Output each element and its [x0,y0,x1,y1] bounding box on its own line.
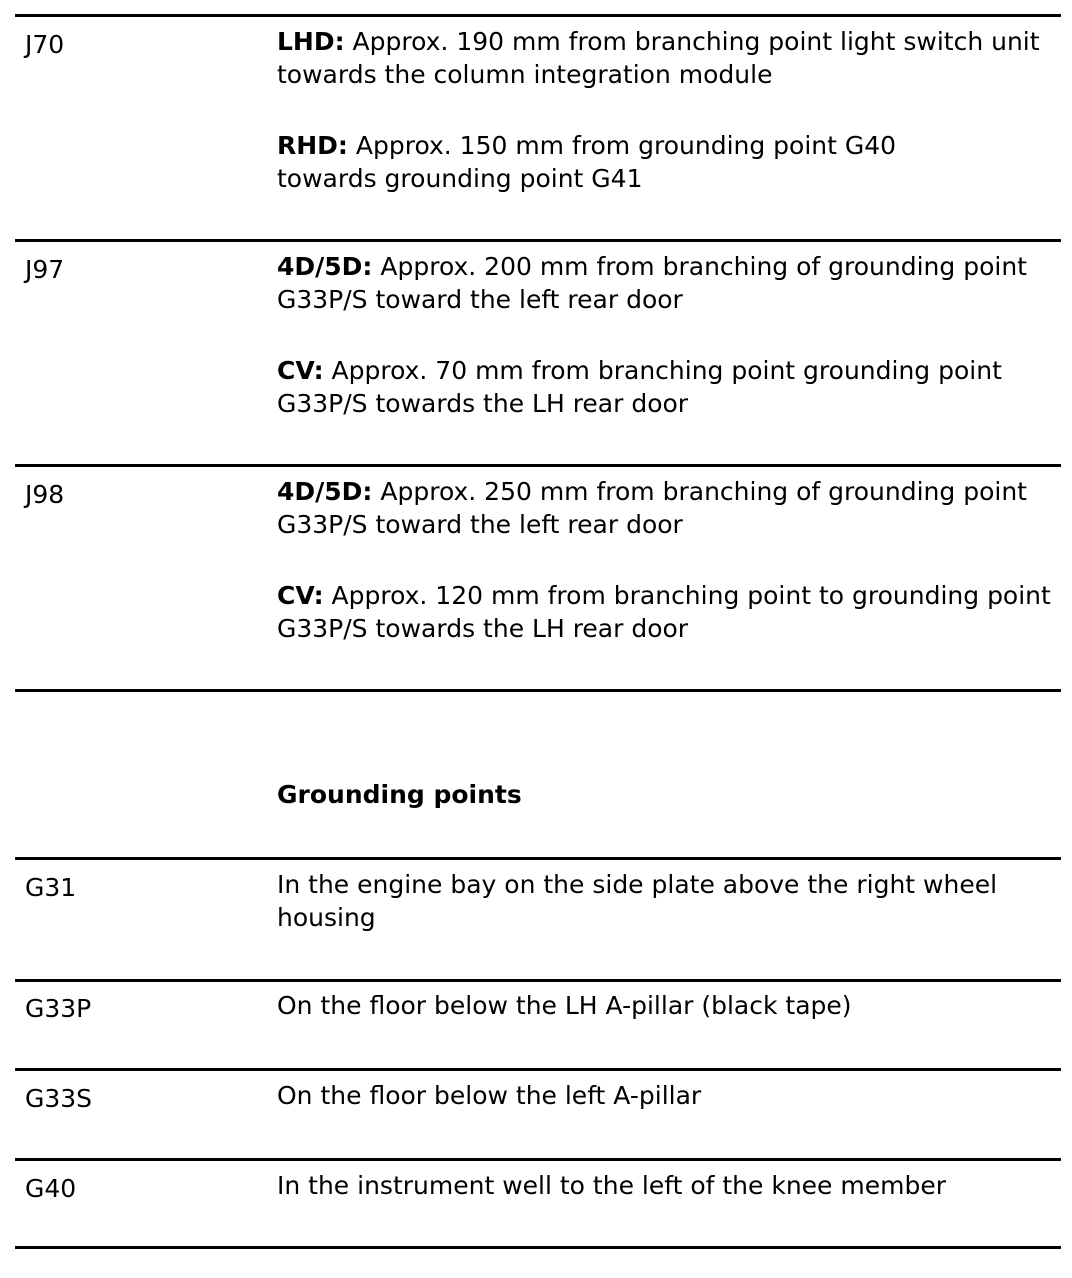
location-note: RHD: Approx. 150 mm from grounding point G40 towards grounding point G41 [277,131,897,193]
grounding-code: G33S [25,1084,93,1113]
variant-tag: 4D/5D: [277,477,373,506]
grounding-description: In the engine bay on the side plate above the right wheel housing [277,870,998,932]
connector-code: J98 [25,480,65,509]
table-rule [15,1158,1061,1161]
grounding-description: In the instrument well to the left of the knee member [277,1171,946,1200]
section-heading: Grounding points [277,780,522,809]
variant-tag: RHD: [277,131,348,160]
connector-code: J97 [25,255,65,284]
variant-tag: LHD: [277,27,345,56]
table-rule [15,857,1061,860]
location-note: 4D/5D: Approx. 200 mm from branching of grounding point G33P/S toward the left rear door [277,252,1027,314]
table-rule [15,689,1061,692]
location-note: 4D/5D: Approx. 250 mm from branching of grounding point G33P/S toward the left rear door [277,477,1027,539]
connector-code: J70 [25,30,65,59]
grounding-description: On the floor below the LH A-pillar (black tape) [277,991,852,1020]
connector-description [277,475,1067,645]
location-note: LHD: Approx. 190 mm from branching point light switch unit towards the column integration module [277,27,1040,89]
table-rule [15,1246,1061,1249]
table-rule [15,239,1061,242]
grounding-code: G31 [25,873,77,902]
grounding-code: G33P [25,994,92,1023]
table-rule [15,464,1061,467]
location-note: CV: Approx. 120 mm from branching point to grounding point G33P/S towards the LH rear door [277,581,1051,643]
connector-description [277,25,1067,195]
table-rule [15,1068,1061,1071]
table-rule [15,14,1061,17]
connector-description [277,250,1067,420]
table-rule [15,979,1061,982]
location-note: CV: Approx. 70 mm from branching point grounding point G33P/S towards the LH rear door [277,356,1002,418]
grounding-code: G40 [25,1174,77,1203]
variant-tag: CV: [277,581,324,610]
variant-tag: 4D/5D: [277,252,373,281]
grounding-description: On the floor below the left A-pillar [277,1081,702,1110]
variant-tag: CV: [277,356,324,385]
